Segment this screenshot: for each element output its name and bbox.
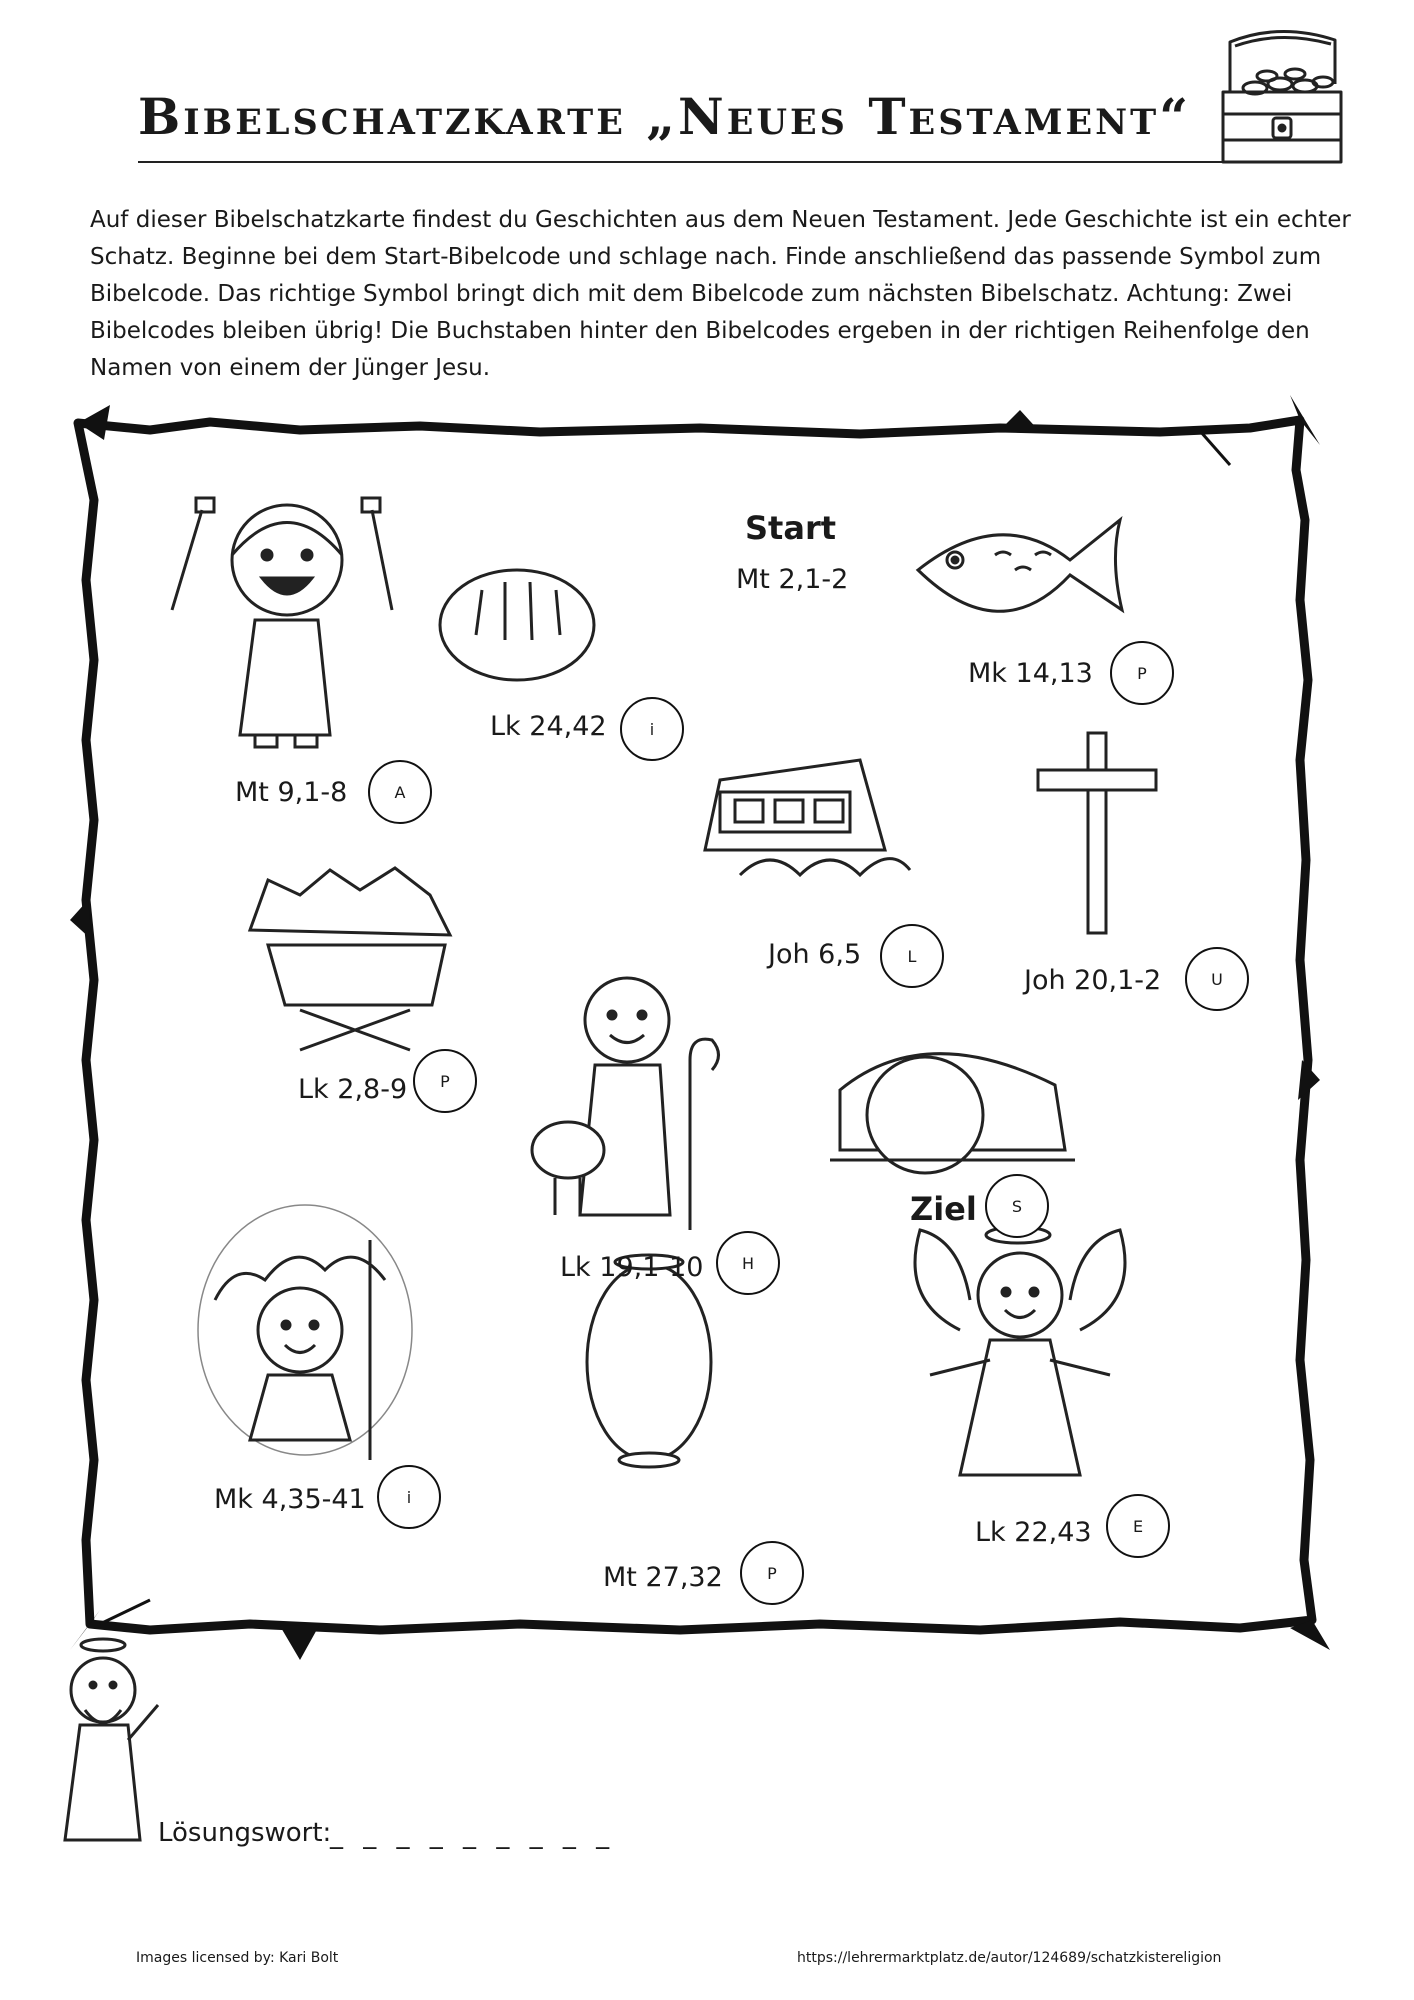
- footer-url: https://lehrermarktplatz.de/autor/124689/schatzkistereligion: [797, 1950, 1222, 1966]
- tomb-icon: [830, 1054, 1075, 1173]
- code-mt-27: Mt 27,32: [603, 1562, 723, 1593]
- jesus-figure-icon: [65, 1639, 158, 1840]
- shepherd-icon: [532, 978, 719, 1230]
- code-lk-2: Lk 2,8-9: [298, 1074, 408, 1105]
- letter-circle-mk-14: P: [1110, 641, 1174, 705]
- goal-letter-circle: S: [985, 1174, 1049, 1238]
- bread-icon: [440, 570, 594, 680]
- solution-label: Lösungswort:: [158, 1818, 332, 1848]
- healed-child-crutches-icon: [172, 498, 392, 747]
- letter-circle-joh-6: L: [880, 924, 944, 988]
- code-lk-24: Lk 24,42: [490, 711, 607, 742]
- code-lk-22: Lk 22,43: [975, 1517, 1092, 1548]
- letter-circle-mt-9: A: [368, 760, 432, 824]
- intro-text: Auf dieser Bibelschatzkarte findest du Geschichten aus dem Neuen Testament. Jede Geschichte ist ein echter Schatz. Beginne bei dem Start-Bibelcode und schlage nach. Finde anschließend das passende Symbol zum Bibelcode. Das richtige Symbol bringt dich mit dem Bibelcode zum nächsten Bibelschatz. Achtung: Zwei Bibelcodes bleiben übrig! Die Buchstaben hinter den Bibelcodes ergeben in der richtigen Reihenfolge den Namen von einem der Jünger Jesu.: [90, 207, 1351, 381]
- start-label: Start: [745, 509, 837, 547]
- angel-icon: [915, 1227, 1125, 1475]
- manger-icon: [250, 868, 450, 1050]
- letter-circle-mk-4: i: [377, 1465, 441, 1529]
- letter-circle-mt-27: P: [740, 1541, 804, 1605]
- code-mk-14: Mk 14,13: [968, 658, 1093, 689]
- zacchaeus-tree-icon: [198, 1205, 412, 1460]
- code-joh-20: Joh 20,1-2: [1024, 965, 1162, 996]
- code-lk-19: Lk 19,1-10: [560, 1252, 704, 1283]
- goal-label: Ziel: [910, 1190, 977, 1228]
- solution-blanks[interactable]: _ _ _ _ _ _ _ _ _: [330, 1820, 616, 1850]
- letter-circle-lk-24: i: [620, 697, 684, 761]
- letter-circle-lk-19: H: [716, 1231, 780, 1295]
- code-mt-9: Mt 9,1-8: [235, 777, 348, 808]
- letter-circle-lk-2: P: [413, 1049, 477, 1113]
- footer-credit: Images licensed by: Kari Bolt: [136, 1950, 339, 1966]
- fish-icon: [918, 520, 1122, 611]
- code-mk-4: Mk 4,35-41: [214, 1484, 366, 1515]
- jar-icon: [587, 1255, 711, 1467]
- letter-circle-joh-20: U: [1185, 947, 1249, 1011]
- boat-icon: [705, 760, 910, 875]
- letter-circle-lk-22: E: [1106, 1494, 1170, 1558]
- code-joh-6: Joh 6,5: [768, 939, 862, 970]
- start-code: Mt 2,1-2: [736, 564, 849, 595]
- page-title: Bibelschatzkarte „Neues Testament“: [138, 87, 1191, 146]
- cross-icon: [1038, 733, 1156, 933]
